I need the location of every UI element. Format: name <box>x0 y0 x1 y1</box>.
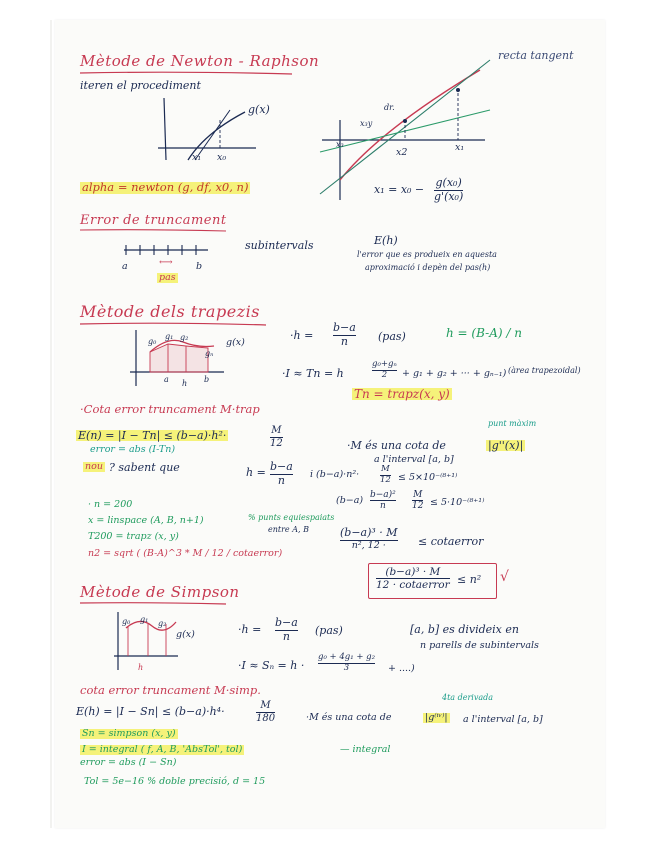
simpson-sn-code: Sn = simpson (x, y) <box>82 728 176 739</box>
simpson-M-interval: a l'interval [a, b] <box>463 714 543 725</box>
simpson-M-deriv: |g⁽ⁱᵛ⁾| <box>425 712 448 723</box>
truncation-en: E(h) <box>374 234 398 247</box>
sabent-h-eq: h = <box>246 466 266 479</box>
sqrt-sign: √ <box>500 569 509 585</box>
trapezi-title-underline <box>80 321 270 327</box>
ineq2-fraction <box>370 490 396 512</box>
final-fraction <box>376 566 450 591</box>
ineq2-denominator: n <box>380 501 386 512</box>
simpson-h-fraction <box>275 617 298 643</box>
trapezi-tn-code: Tn = trapz(x, y) <box>354 387 450 401</box>
truncation-a-label: a <box>122 261 128 272</box>
simpson-I-lhs: ·I ≈ Sₙ = h · <box>238 659 305 672</box>
trapezi-h-numerator: b−a <box>333 321 356 334</box>
simpson-h-numerator: b−a <box>275 616 298 629</box>
simpson-title-underline <box>80 601 230 606</box>
simpson-interval: [a, b] es divideix en <box>410 623 519 636</box>
simpson-I-denominator: 3 <box>343 662 350 673</box>
cota-trap-error-code: error = abs (I-Tn) <box>90 444 176 455</box>
simpson-tol-code: Tol = 5e−16 % doble precisió, d = 15 <box>84 776 266 787</box>
trapezi-I-fraction <box>372 360 397 381</box>
t200-code: T200 = trapz (x, y) <box>88 531 179 542</box>
ineq2-M-denominator: 12 <box>412 501 424 512</box>
newton-call-code: alpha = newton (g, df, x0, n) <box>82 180 249 194</box>
pas-arrow: ⟷ <box>159 257 173 268</box>
cota-trap-M-deriv: |g''(x)| <box>488 439 524 452</box>
newton-graph-1 <box>150 98 260 168</box>
trapezi-h-code: h = (B-A) / n <box>446 326 522 340</box>
graph2-xy-label: x₃y <box>360 119 373 128</box>
simpson-E-numerator: M <box>260 700 271 711</box>
punts-note: % punts equiespaiats <box>248 513 335 522</box>
newton-formula-lhs: x₁ = x₀ − <box>374 183 425 196</box>
page-edge-line <box>48 20 54 828</box>
truncation-title-underline <box>80 228 230 233</box>
simpson-h-lhs: ·h = <box>238 623 262 636</box>
trapezi-I-lhs: ·I ≈ Tn = h <box>282 367 344 380</box>
ineq1-denominator: 12 <box>380 474 391 485</box>
cota-trap-M-interval: a l'interval [a, b] <box>374 454 454 465</box>
newton-formula-fraction <box>434 177 463 203</box>
trapezi-title: Mètode dels trapezis <box>80 302 260 321</box>
ineq2-lhs: (b−a) <box>336 495 364 506</box>
simpson-integral-code: I = integral ( f, A, B, 'AbsTol', tol) <box>82 744 243 755</box>
linspace-code-text: x = linspace (A, B, n+1) <box>88 515 204 526</box>
quarta-derivada: 4ta derivada <box>442 693 494 702</box>
newton-title-underline <box>80 70 295 76</box>
entre-note: entre A, B <box>268 525 309 534</box>
sabent-h-fraction <box>270 461 293 487</box>
ineq2-numerator: b−a)² <box>370 490 396 500</box>
final-rhs: ≤ n² <box>457 573 482 586</box>
trapezi-f0: g₀ <box>148 337 157 346</box>
simpson-h-denominator: n <box>282 629 290 643</box>
simpson-h-pas: (pas) <box>315 624 343 637</box>
punt-maxim-label: punt màxim <box>488 419 537 428</box>
simpson-f1: g₁ <box>140 615 149 624</box>
n2-code: n2 = sqrt ( (B-A)^3 * M / 12 / cotaerror) <box>88 548 283 559</box>
big-numerator: (b−a)³ · M <box>340 526 398 539</box>
simpson-f0: g₀ <box>122 617 131 626</box>
cota-trap-E-numerator: M <box>271 425 282 436</box>
cota-trap-E-denominator: 12 <box>270 437 283 449</box>
final-numerator: (b−a)³ · M <box>385 566 441 578</box>
trapezi-h-lhs: ·h = <box>290 329 314 342</box>
simpson-E-line: E(h) = |I − Sn| ≤ (b−a)·h⁴· <box>76 705 225 718</box>
trapezi-I-rest: + g₁ + g₂ + ··· + gₙ₋₁) <box>402 368 507 379</box>
simpson-title: Mètode de Simpson <box>80 583 240 601</box>
newton-formula-numerator: g(x₀) <box>435 176 462 189</box>
ineq2-M-numerator: M <box>413 490 423 500</box>
trapezi-f1: g₁ <box>165 332 174 341</box>
final-denominator: 12 · cotaerror <box>376 579 450 592</box>
truncation-title: Error de truncament <box>80 213 227 228</box>
cota-trap-heading: ·Cota error truncament M·trap <box>80 402 260 416</box>
cota-trap-M-text: ·M és una cota de <box>347 439 446 452</box>
simpson-fx-label: g(x) <box>176 629 195 640</box>
newton-formula-denominator: g'(x₀) <box>434 189 464 203</box>
simpson-E-denominator: 180 <box>256 712 276 724</box>
simpson-f2: g₂ <box>158 619 167 628</box>
simpson-cota-heading: cota error truncament M·simp. <box>80 683 261 697</box>
linspace-code <box>88 516 204 526</box>
trapezi-h-pas: (pas) <box>378 330 406 343</box>
ineq2-M-fraction <box>412 490 423 512</box>
n200-label: · n = 200 <box>88 499 133 510</box>
graph2-x1-label: x₁ <box>455 142 465 153</box>
trapezi-h-fraction <box>333 322 356 348</box>
sabent-h-numerator: b−a <box>270 460 293 473</box>
ineq1-lhs: i (b−a)·n²· <box>310 469 360 480</box>
newton-x0-label: x₀ <box>217 152 227 163</box>
simpson-E-fraction <box>256 700 275 724</box>
subintervals-label: subintervals <box>245 239 314 252</box>
newton-fx-label: g(x) <box>248 103 270 116</box>
cota-trap-E-fraction <box>270 425 283 449</box>
graph2-x3-label: x₃ <box>336 140 344 149</box>
big-denominator: n², 12 · <box>351 539 386 551</box>
simpson-I-rest: + ....) <box>388 663 415 674</box>
big-fraction <box>340 527 398 552</box>
trapezi-graph <box>128 330 228 388</box>
nou-label: nou <box>85 461 103 472</box>
ineq1-numerator: M <box>381 464 390 474</box>
simpson-h-marker: h <box>138 663 144 672</box>
trapezi-b: b <box>204 375 210 384</box>
ineq1-rhs: ≤ 5×10⁻⁽⁸⁺¹⁾ <box>398 472 458 483</box>
truncation-desc-1: l'error que es produeix en aquesta <box>357 250 497 259</box>
ineq2-rhs: ≤ 5·10⁻⁽⁸⁺¹⁾ <box>430 497 485 508</box>
simpson-I-fraction <box>318 653 375 674</box>
newton-graph-2 <box>320 60 500 200</box>
sabent-label: ? sabent que <box>109 461 180 474</box>
pas-label: pas <box>159 272 176 283</box>
subintervals-axis <box>122 242 212 258</box>
newton-subtitle: iteren el procediment <box>80 79 201 92</box>
trapezi-fx-label: g(x) <box>226 337 245 348</box>
graph2-x2-label: x2 <box>396 147 408 158</box>
tangent-label: recta tangent <box>498 49 574 62</box>
trapezi-a: a <box>164 375 169 384</box>
trapezi-h: h <box>182 379 188 388</box>
trapezi-area: (àrea trapezoidal) <box>508 366 581 375</box>
truncation-b-label: b <box>196 261 203 272</box>
trapezi-fn: gₙ <box>205 349 214 358</box>
newton-x1-label: x₁ <box>192 152 202 163</box>
newton-title: Mètode de Newton - Raphson <box>80 52 320 70</box>
trapezi-h-denominator: n <box>340 334 348 348</box>
trapezi-I-numerator: g₀+gₙ <box>372 359 397 369</box>
truncation-desc-2: aproximació i depèn del pas(h) <box>365 263 491 272</box>
cota-trap-E-line: E(n) = |I − Tn| ≤ (b−a)·h²· <box>78 429 227 442</box>
simpson-M-text: ·M és una cota de <box>306 712 392 723</box>
simpson-I-numerator: g₀ + 4g₁ + g₂ <box>318 652 376 662</box>
big-rhs: ≤ cotaerror <box>418 535 484 548</box>
simpson-error-code: error = abs (I − Sn) <box>80 757 177 768</box>
simpson-parells: n parells de subintervals <box>420 640 539 651</box>
ineq1-fraction <box>380 465 391 486</box>
sabent-h-denominator: n <box>277 473 285 487</box>
simpson-integral-note: — integral <box>340 744 391 755</box>
trapezi-I-denominator: 2 <box>381 369 388 380</box>
trapezi-f2: g₂ <box>180 333 189 342</box>
graph2-d-label: dr. <box>384 103 395 112</box>
